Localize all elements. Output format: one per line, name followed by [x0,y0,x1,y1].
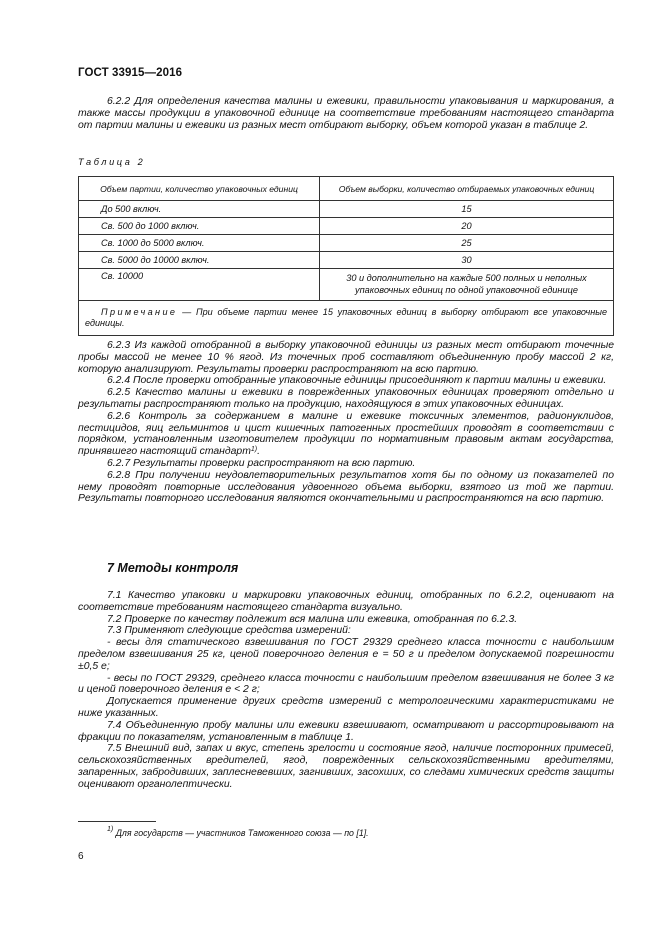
table-cell-sample: 15 [320,201,614,218]
paragraph-7-3-note: Допускается применение других средств измерений с метрологическими характеристиками не ниже указанных. [78,696,614,719]
footnote-divider [78,821,156,822]
table-row [79,218,614,235]
paragraph-7-5: 7.5 Внешний вид, запах и вкус, степень зрелости и состояние ягод, наличие посторонних примесей, сельскохозяйственных вредителей, ягод, поврежденных сельскохозяйственными вредителями, запаренных, забродивших, заплесневевших, загнивших, засохших, со следами химических средств защиты оценивают органолептически. [78,743,614,790]
table-note [79,301,614,336]
table-2 [78,176,614,336]
section-7-body [78,590,614,791]
table-cell-sample: 30 [320,252,614,269]
paragraph-6-2-4: 6.2.4 После проверки отобранные упаковочные единицы присоединяют к партии малины и ежевики. [107,375,607,387]
paragraph-6-2-8: 6.2.8 При получении неудовлетворительных результатов хотя бы по одному из показателей по нему проводят повторные исследования удвоенного объема выборки, взятого из той же партии. Результаты повторного исследования являются окончательными и распространяются на всю партию. [78,469,614,505]
page-number: 6 [78,851,84,862]
table-cell-batch: Св. 5000 до 10000 включ. [79,252,320,269]
table-caption: Таблица 2 [78,157,146,167]
paragraph-7-3: 7.3 Применяют следующие средства измерений: [107,625,351,637]
table-row [79,269,614,301]
table-row [79,235,614,252]
footnote-ref: 1) [250,446,258,454]
table-cell-sample: 20 [320,218,614,235]
paragraph-7-3-item-1: - весы для статического взвешивания по ГОСТ 29329 среднего класса точности с наибольшим пределом взвешивания 25 кг, ценой поверочного деления e = 50 г и пределом допускаемой погрешности ±0,5 e; [78,637,614,672]
footnote-text: Для государств — участников Таможенного союза — по [1]. [115,828,369,838]
table-cell-batch: Св. 500 до 1000 включ. [79,218,320,235]
note-label: Примечание [101,306,178,317]
table-note-row [79,301,614,336]
table-cell-batch: Св. 10000 [79,269,320,301]
table-cell-batch: Св. 1000 до 5000 включ. [79,235,320,252]
footnote-mark: 1) [107,826,114,833]
paragraph-6-2-5: 6.2.5 Качество малины и ежевики в поврежденных упаковочных единицах проверяют отдельно и результаты распространяют только на продукцию, находящуюся в этих упаковочных единицах. [78,387,614,410]
footnote [107,828,369,838]
paragraph-6-2-2: 6.2.2 Для определения качества малины и ежевики, правильности упаковывания и маркирования, а также массы продукции в упаковочной единице на соответствие требованиям настоящего стандарта от партии малины и ежевики из разных мест отбирают выборку, объем которой указан в таблице 2. [78,96,614,131]
table-cell-sample: 30 и дополнительно на каждые 500 полных и неполных упаковочных единиц по одной упаковочной единице [320,269,614,301]
paragraph-6-2-6-text: 6.2.6 Контроль за содержанием в малине и ежевике токсичных элементов, радионуклидов, пестицидов, яиц гельминтов и цист кишечных патогенных простейших проводят в соответствии с порядком, установленным изготовителем продукции по нормативным правовым актам государства, принявшего настоящий стандарт [78,410,614,458]
table-header-batch: Объем партии, количество упаковочных единиц [79,177,320,201]
table-header-row [79,177,614,201]
table-cell-batch: До 500 включ. [79,201,320,218]
paragraph-7-1: 7.1 Качество упаковки и маркировки упаковочных единиц, отобранных по 6.2.2, оценивают на соответствие требованиям настоящего стандарта визуально. [78,590,614,613]
section-6-2-3-to-6-2-8 [78,340,614,505]
paragraph-7-3-item-2: - весы по ГОСТ 29329, среднего класса точности с наибольшим пределом взвешивания не более 3 кг и ценой поверочного деления e < 2 г; [78,672,614,696]
table-row [79,252,614,269]
paragraph-6-2-6-end: . [257,446,260,458]
paragraph-6-2-6 [78,411,614,458]
section-6-2-2 [78,96,614,131]
section-7-heading: 7 Методы контроля [107,561,239,575]
note-text: — При объеме партии менее 15 упаковочных единиц в выборку отбирают все упаковочные единицы. [85,306,608,328]
table-row [79,201,614,218]
paragraph-6-2-7: 6.2.7 Результаты проверки распространяют на всю партию. [107,457,416,469]
standard-header: ГОСТ 33915—2016 [78,67,183,79]
paragraph-7-4: 7.4 Объединенную пробу малины или ежевики взвешивают, осматривают и рассортировывают на фракции по показателям, установленным в таблице 1. [78,719,614,743]
paragraph-6-2-3: 6.2.3 Из каждой отобранной в выборку упаковочной единицы из разных мест отбирают точечные пробы массой не менее 10 % ягод. Из точечных проб составляют объединенную пробу массой 2 кг, которую анализируют. Результаты проверки распространяют на всю партию. [78,340,614,375]
table-cell-sample: 25 [320,235,614,252]
table-header-sample: Объем выборки, количество отбираемых упаковочных единиц [320,177,614,201]
paragraph-7-2: 7.2 Проверке по качеству подлежит вся малина или ежевика, отобранная по 6.2.3. [107,613,518,625]
